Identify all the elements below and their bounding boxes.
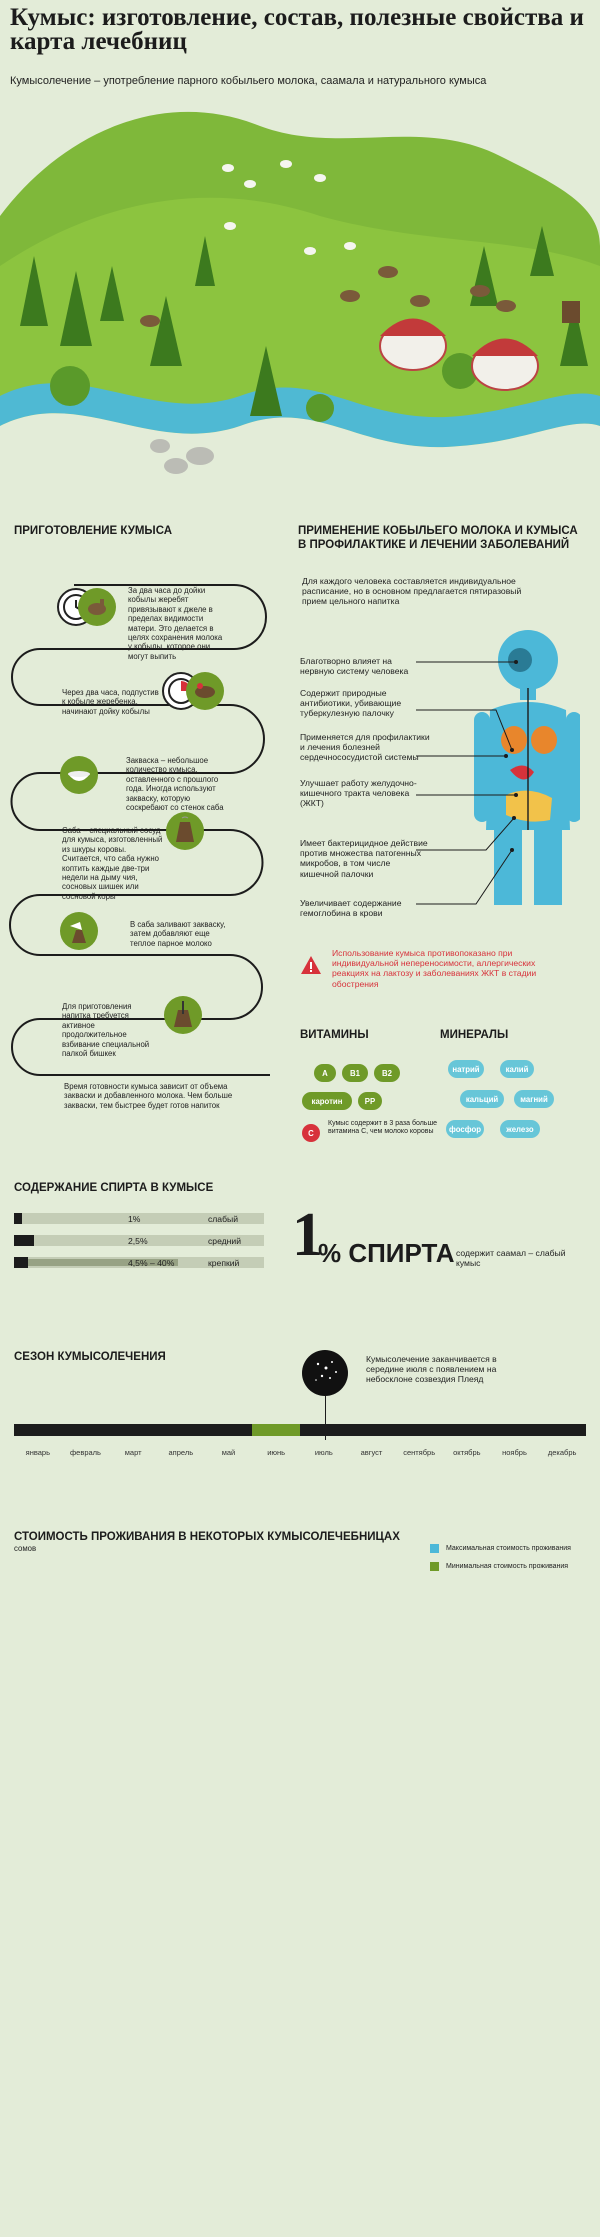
saba-vessel-icon [166, 812, 204, 850]
preparation-step-3: Закваска – небольшое количество кумыса, оставленного с прошлого года. Иногда используют закваску, которую соскребают со стенок саба [126, 756, 224, 813]
legend-max-label: Максимальная стоимость проживания [446, 1545, 571, 1552]
preparation-step-2: Через два часа, подпустив к кобыле жеребенка, начинают дойку кобылы [62, 688, 159, 716]
warning-icon [300, 955, 322, 975]
health-item-6: Увеличивает содержание гемоглобина в крови [300, 898, 402, 919]
month-label: март [124, 1448, 142, 1457]
month-label: май [221, 1448, 236, 1457]
mineral-iron: железо [500, 1120, 540, 1138]
alcohol-big-number: 1 [292, 1201, 323, 1269]
cost-unit: сомов [14, 1544, 37, 1553]
vitamin-b1: B1 [342, 1064, 368, 1082]
season-end-marker [325, 1396, 326, 1440]
pouring-icon [60, 912, 98, 950]
month-label: август [360, 1448, 383, 1457]
health-item-5: Имеет бактерицидное действие против множества патогенных микробов, в том числе кишечной палочки [300, 838, 428, 879]
season-timeline [14, 1424, 586, 1436]
preparation-step-1: За два часа до дойки кобылы жеребят привязывают к джеле в пределах видимости матери. Это делается в целях сохранения молока у кобылы, которое они могут выпить [128, 586, 223, 661]
health-item-4: Улучшает работу желудочно-кишечного тракта человека (ЖКТ) [300, 778, 417, 809]
mineral-potassium: калий [500, 1060, 534, 1078]
mineral-sodium: натрий [448, 1060, 484, 1078]
health-leader-lines [416, 650, 526, 910]
month-label: октябрь [453, 1448, 481, 1457]
health-item-2: Содержит природные антибиотики, убивающие туберкулезную палочку [300, 688, 402, 719]
pleiades-icon [302, 1350, 348, 1396]
month-label: ноябрь [502, 1448, 527, 1457]
alcohol-title: СОДЕРЖАНИЕ СПИРТА В КУМЫСЕ [14, 1182, 214, 1194]
cost-title: СТОИМОСТЬ ПРОЖИВАНИЯ В НЕКОТОРЫХ КУМЫСОЛЕЧЕБНИЦАХ [14, 1531, 400, 1543]
legend-min-label: Минимальная стоимость проживания [446, 1563, 569, 1570]
alcohol-pct-medium: 2,5% [128, 1236, 148, 1246]
preparation-step-5: В саба заливают закваску, затем добавляют еще теплое парное молоко [130, 920, 226, 948]
month-label: апрель [168, 1448, 194, 1457]
mineral-phosphorus: фосфор [446, 1120, 484, 1138]
mineral-calcium: кальций [460, 1090, 504, 1108]
season-note: Кумысолечение заканчивается в середине июля с появлением на небосклоне созвездия Плеяд [366, 1354, 497, 1385]
alcohol-big-note: содержит саамал – слабый кумыс [456, 1248, 566, 1269]
preparation-step-4: Саба – специальный сосуд для кумыса, изготовленный из шкуры коровы. Считается, что саба нужно коптить каждые две-три недели на дыму чия, сосновых шишек или сосновой коры [62, 826, 163, 901]
health-intro: Для каждого человека составляется индивидуальное расписание, но в основном предлагается пятиразовый прием цельного напитка [302, 576, 522, 607]
alcohol-pct-weak: 1% [128, 1214, 141, 1224]
vitamin-a: A [314, 1064, 336, 1082]
mineral-magnesium: магний [514, 1090, 554, 1108]
vitamin-b2: B2 [374, 1064, 400, 1082]
legend-min-swatch [430, 1562, 439, 1571]
legend-max-swatch [430, 1544, 439, 1553]
churning-icon [164, 996, 202, 1034]
vitamin-c-note: Кумыс содержит в 3 раза больше витамина С, чем молоко коровы [328, 1120, 437, 1136]
month-label: июль [314, 1448, 333, 1457]
vitamin-carotene: каротин [302, 1092, 352, 1110]
foal-icon [78, 588, 116, 626]
month-label: сентябрь [403, 1448, 436, 1457]
health-title: ПРИМЕНЕНИЕ КОБЫЛЬЕГО МОЛОКА И КУМЫСА В ПРОФИЛАКТИКЕ И ЛЕЧЕНИИ ЗАБОЛЕВАНИЙ [298, 525, 578, 551]
month-label: декабрь [547, 1448, 577, 1457]
milking-icon [186, 672, 224, 710]
preparation-step-7: Время готовности кумыса зависит от объема закваски и добавленного молока. Чем больше закваски, тем быстрее будет готов напиток [64, 1082, 233, 1110]
season-highlight [252, 1424, 300, 1436]
alcohol-label-medium: средний [208, 1236, 242, 1246]
preparation-step-6: Для приготовления напитка требуется активное продолжительное взбивание специальной палкой бишкек [62, 1002, 150, 1059]
vitamins-title: ВИТАМИНЫ [300, 1029, 369, 1041]
hero-illustration [0, 96, 600, 512]
vitamin-c: C [302, 1124, 320, 1142]
minerals-title: МИНЕРАЛЫ [440, 1029, 509, 1041]
page-subtitle: Кумысолечение – употребление парного кобыльего молока, саамала и натурального кумыса [10, 75, 487, 87]
health-item-3: Применяется для профилактики и лечения болезней сердечнососудистой системы [300, 732, 430, 763]
month-label: июнь [267, 1448, 286, 1457]
month-label: январь [25, 1448, 50, 1457]
preparation-title: ПРИГОТОВЛЕНИЕ КУМЫСА [14, 525, 173, 537]
alcohol-pct-strong: 4,5% – 40% [128, 1258, 175, 1268]
alcohol-label-weak: слабый [208, 1214, 238, 1224]
month-label: февраль [70, 1448, 101, 1457]
page-title: Кумыс: изготовление, состав, полезные свойства и карта лечебниц [10, 4, 584, 55]
alcohol-label-strong: крепкий [208, 1258, 240, 1268]
bowl-icon [60, 756, 98, 794]
health-warning: Использование кумыса противопоказано при индивидуальной непереносимости, аллергических реакциях на лактозу и заболеваниях ЖКТ в стадии обострения [332, 948, 537, 989]
health-item-1: Благотворно влияет на нервную систему человека [300, 656, 409, 677]
alcohol-big-unit: % СПИРТА [318, 1238, 455, 1268]
season-title: СЕЗОН КУМЫСОЛЕЧЕНИЯ [14, 1351, 166, 1363]
vitamin-pp: PP [358, 1092, 382, 1110]
